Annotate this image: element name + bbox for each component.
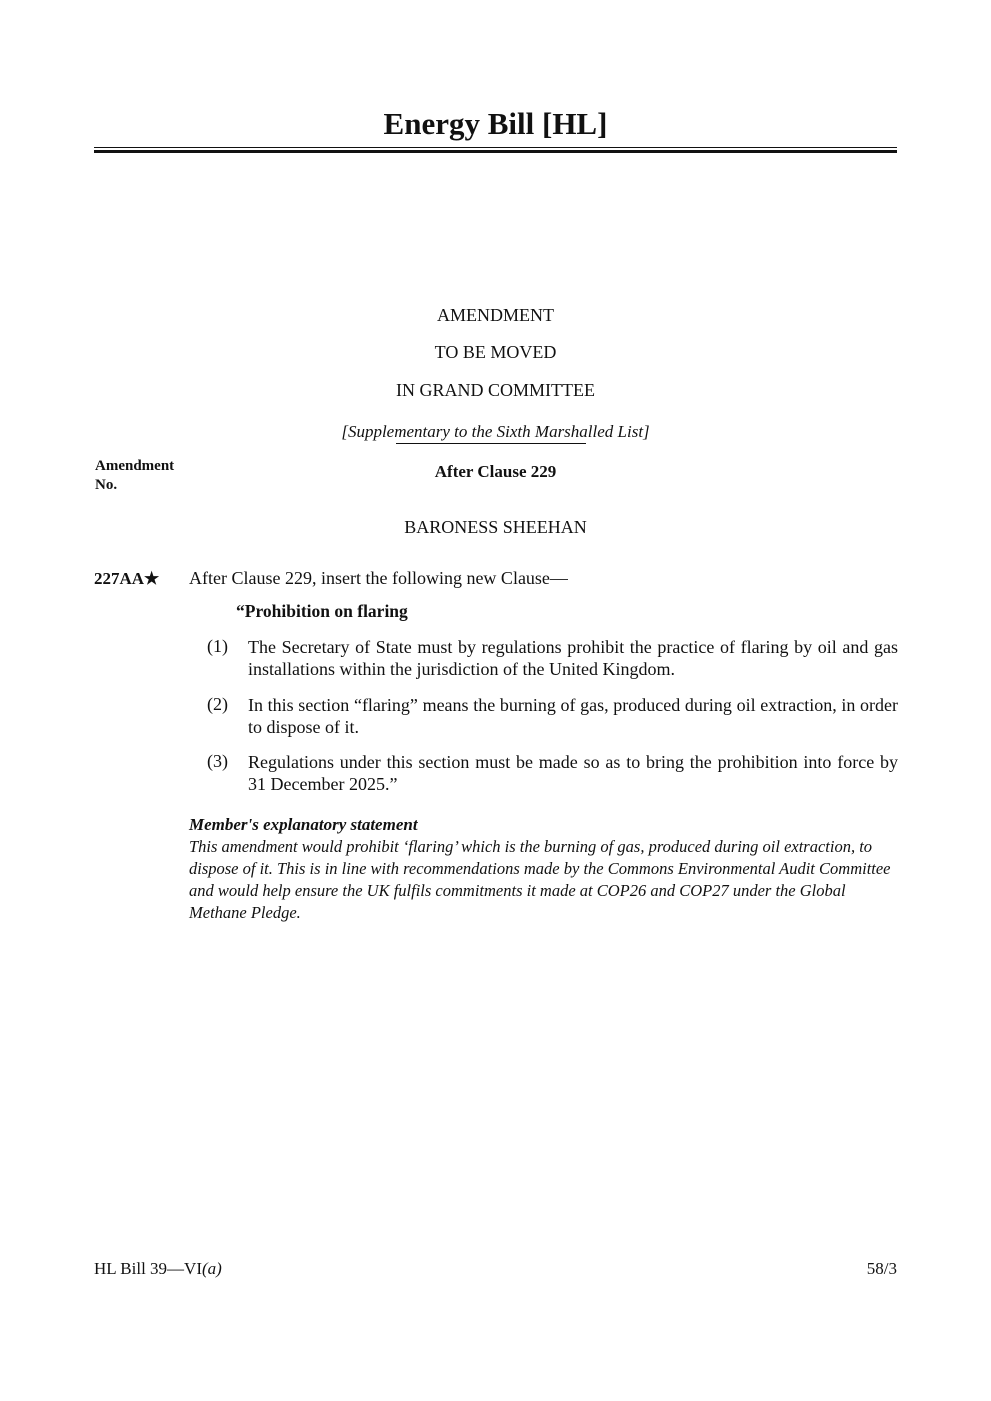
amendment-number: 227AA★ <box>94 569 160 588</box>
amendment-no-label-2: No. <box>95 477 118 493</box>
mover-name: BARONESS SHEEHAN <box>404 517 587 537</box>
explanatory-heading: Member's explanatory statement <box>189 815 418 834</box>
subsection-text: Regulations under this section must be made so as to bring the prohibition into force by 31 December 2025.” <box>248 752 898 794</box>
clause-heading: After Clause 229 <box>434 462 557 481</box>
footer-bill-ref <box>94 1259 222 1279</box>
bill-title: Energy Bill [HL] <box>383 106 608 141</box>
amendment-no-label-1: Amendment <box>95 458 175 474</box>
footer-bill-number: HL Bill 39—VI <box>94 1259 202 1278</box>
heading-to-be-moved: TO BE MOVED <box>434 342 557 362</box>
title-rule-thin <box>94 147 897 148</box>
amendment-instruction: After Clause 229, insert the following new Clause— <box>189 568 568 588</box>
supplementary-note: [Supplementary to the Sixth Marshalled List] <box>341 422 650 441</box>
subsection-text: The Secretary of State must by regulations prohibit the practice of flaring by oil and gas installations within the jurisdiction of the United Kingdom. <box>248 637 898 679</box>
footer-page-ref: 58/3 <box>866 1259 897 1278</box>
subsection-number: (1) <box>207 636 228 656</box>
explanatory-text: This amendment would prohibit ‘flaring’ which is the burning of gas, produced during oil extraction, to dispose of it. This is in line with recommendations made by the Commons Environmental Audit Committee and would help ensure the UK fulfils commitments it made at COP26 and COP27 under the Global Methane Pledge. <box>189 837 891 922</box>
subsection-number: (3) <box>207 751 228 771</box>
footer-bill-suffix: (a) <box>201 1259 222 1278</box>
subsection-number: (2) <box>207 694 228 714</box>
subsection-text: In this section “flaring” means the burning of gas, produced during oil extraction, in order to dispose of it. <box>248 695 898 737</box>
new-clause-title: “Prohibition on flaring <box>236 601 408 621</box>
title-rule-thick <box>94 150 897 153</box>
heading-grand-committee: IN GRAND COMMITTEE <box>396 380 595 400</box>
supplementary-underline <box>396 443 586 444</box>
heading-amendment: AMENDMENT <box>437 305 554 325</box>
